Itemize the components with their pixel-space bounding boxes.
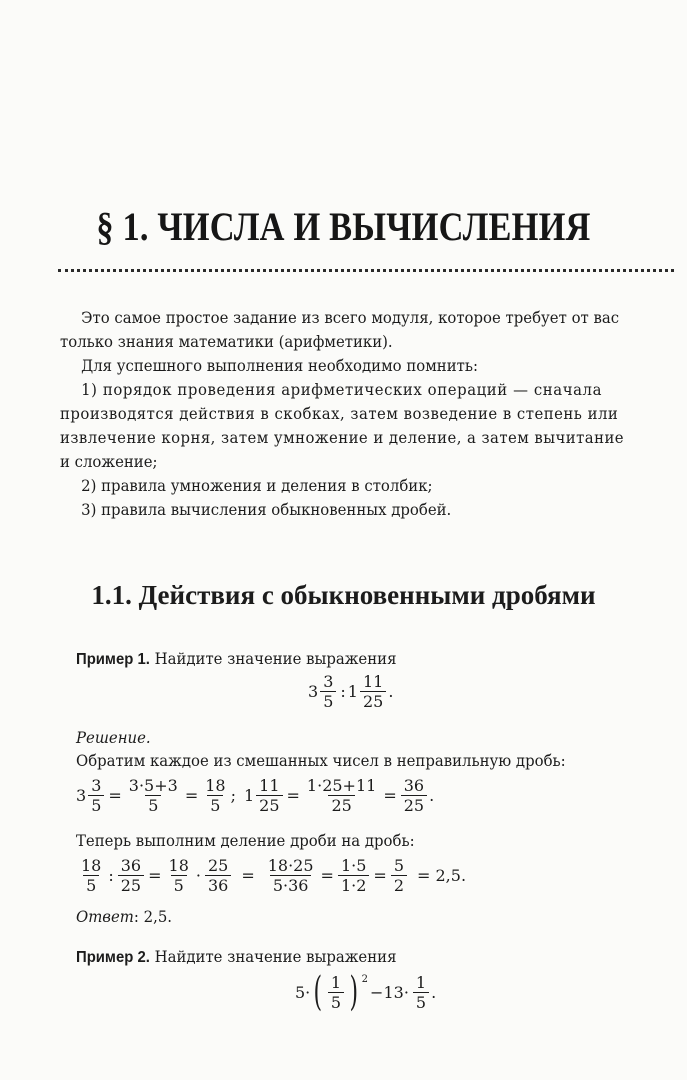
math-whole: 3 [308, 682, 319, 701]
section-title: 1.1. Действия с обыкновенными дробями [91, 580, 596, 610]
intro-line: только знания математики (арифметики). [60, 333, 393, 351]
step1-math: 3 $\frac{3}{5}$ = $\frac{3\cdot 5+3}{5}$ = $\frac{18}{5}$ ; 1 $\frac{11}{25}$ = $\frac{1\cdot 25+11}{25}$ = $\frac{36}{25}$ . [76, 776, 435, 815]
answer-value: : 2,5. [133, 908, 173, 926]
math-whole: 1 [347, 682, 358, 701]
list-item-2: 2) правила умножения и деления в столбик; [81, 477, 433, 495]
example1-label: Пример 1. [76, 651, 150, 668]
example1-expression [308, 672, 393, 711]
intro-line: Это самое простое задание из всего модуля, которое требует от вас [81, 309, 620, 327]
chapter-title: § 1. ЧИСЛА И ВЫЧИСЛЕНИЯ [96, 204, 591, 249]
answer-line [76, 908, 172, 926]
example2-header [76, 948, 396, 967]
fraction: $\frac{11}{25}$ [360, 672, 386, 711]
example2-label: Пример 2. [76, 949, 150, 966]
intro-text [60, 306, 649, 522]
example2-expression: 5· ( $\frac{1}{5}$ ) 2 −13· $\frac{1}{5}$ . [295, 969, 437, 1015]
math-op: . [388, 682, 394, 701]
answer-label: Ответ [76, 908, 134, 926]
list-item-3: 3) правила вычисления обыкновенных дробей. [81, 501, 452, 519]
example2-prompt: Найдите значение выражения [154, 948, 397, 966]
step2-math: $\frac{18}{5}$ : $\frac{36}{25}$ = $\frac{18}{5}$ · $\frac{25}{36}$ = $\frac{18\cdot 25}{5\cdot 36}$ = $\frac{1\cdot 5}{1\cdot 2}$ = $\frac{5}{2}$ = 2,5. [81, 856, 467, 895]
example1-prompt: Найдите значение выражения [154, 650, 397, 668]
dotted-divider [58, 269, 674, 272]
example1-header [76, 650, 396, 669]
solution-label: Решение. [76, 729, 151, 747]
list-item-1-cont: и сложение; [60, 453, 158, 471]
list-item-1: 1) порядок проведения арифметических операций — сначала [81, 381, 603, 399]
step2-text: Теперь выполним деление дроби на дробь: [76, 832, 415, 850]
step1-text: Обратим каждое из смешанных чисел в неправильную дробь: [76, 752, 566, 770]
list-item-1-cont: извлечение корня, затем умножение и деление, а затем вычитание [60, 429, 625, 447]
list-item-1-cont: производятся действия в скобках, затем возведение в степень или [60, 405, 619, 423]
fraction: $\frac{3}{5}$ [320, 672, 336, 711]
math-op: : [340, 682, 346, 701]
intro-line: Для успешного выполнения необходимо помнить: [81, 357, 478, 375]
